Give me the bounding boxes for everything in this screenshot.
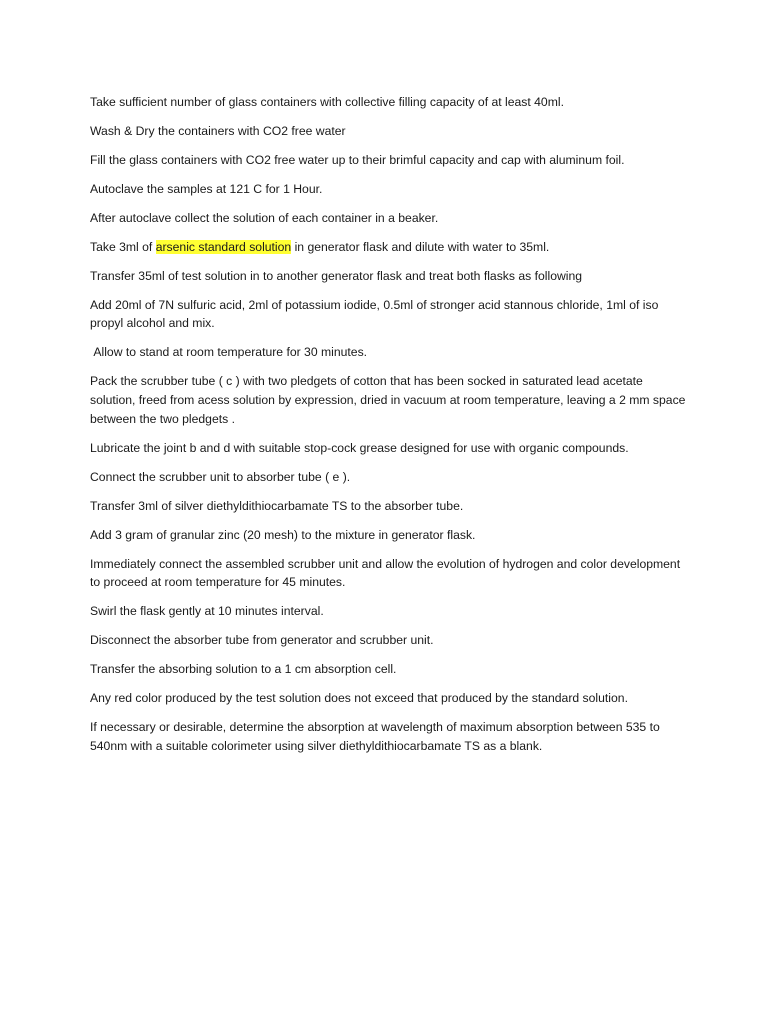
paragraph-16: Swirl the flask gently at 10 minutes interval.: [90, 604, 324, 619]
paragraph-17: Disconnect the absorber tube from generator and scrubber unit.: [90, 633, 434, 648]
paragraph-6-after: in generator flask and dilute with water to 35ml.: [291, 239, 550, 254]
paragraph-11: Lubricate the joint b and d with suitable stop-cock grease designed for use with organic compounds.: [90, 440, 629, 455]
paragraph-1: Take sufficient number of glass containers with collective filling capacity of at least 40ml.: [90, 95, 564, 109]
paragraph-18: Transfer the absorbing solution to a 1 cm absorption cell.: [90, 662, 397, 677]
paragraph-6: [90, 238, 690, 257]
paragraph-2: Wash & Dry the containers with CO2 free water: [90, 123, 346, 138]
paragraph-3: Fill the glass containers with CO2 free water up to their brimful capacity and cap with aluminum foil.: [90, 152, 625, 167]
paragraph-7: Transfer 35ml of test solution in to another generator flask and treat both flasks as following: [90, 268, 583, 283]
paragraph-9: Allow to stand at room temperature for 30 minutes.: [90, 345, 368, 360]
paragraph-4: Autoclave the samples at 121 C for 1 Hour.: [90, 181, 323, 196]
paragraph-15: Immediately connect the assembled scrubber unit and allow the evolution of hydrogen and color development to proceed at room temperature for 45 minutes.: [90, 556, 684, 590]
paragraph-8: Add 20ml of 7N sulfuric acid, 2ml of potassium iodide, 0.5ml of stronger acid stannous chloride, 1ml of iso propyl alcohol and mix.: [90, 297, 662, 331]
paragraph-20: If necessary or desirable, determine the absorption at wavelength of maximum absorption between 535 to 540nm with a suitable colorimeter using silver diethyldithiocarbamate TS as a blank.: [90, 720, 664, 753]
document-body: [90, 93, 690, 766]
paragraph-13: Transfer 3ml of silver diethyldithiocarbamate TS to the absorber tube.: [90, 498, 464, 513]
paragraph-19: Any red color produced by the test solution does not exceed that produced by the standard solution.: [90, 691, 628, 706]
highlighted-text: arsenic standard solution: [155, 239, 292, 254]
paragraph-5: After autoclave collect the solution of each container in a beaker.: [90, 210, 439, 225]
paragraph-12: Connect the scrubber unit to absorber tube ( e ).: [90, 469, 351, 484]
paragraph-14: Add 3 gram of granular zinc (20 mesh) to the mixture in generator flask.: [90, 527, 476, 542]
paragraph-10: Pack the scrubber tube ( c ) with two pledgets of cotton that has been socked in saturated lead acetate solution, freed from acess solution by expression, dried in vacuum at room temperature, leaving a 2 mm space between the two pledgets .: [90, 374, 689, 426]
paragraph-6-before: Take 3ml of: [90, 239, 156, 254]
